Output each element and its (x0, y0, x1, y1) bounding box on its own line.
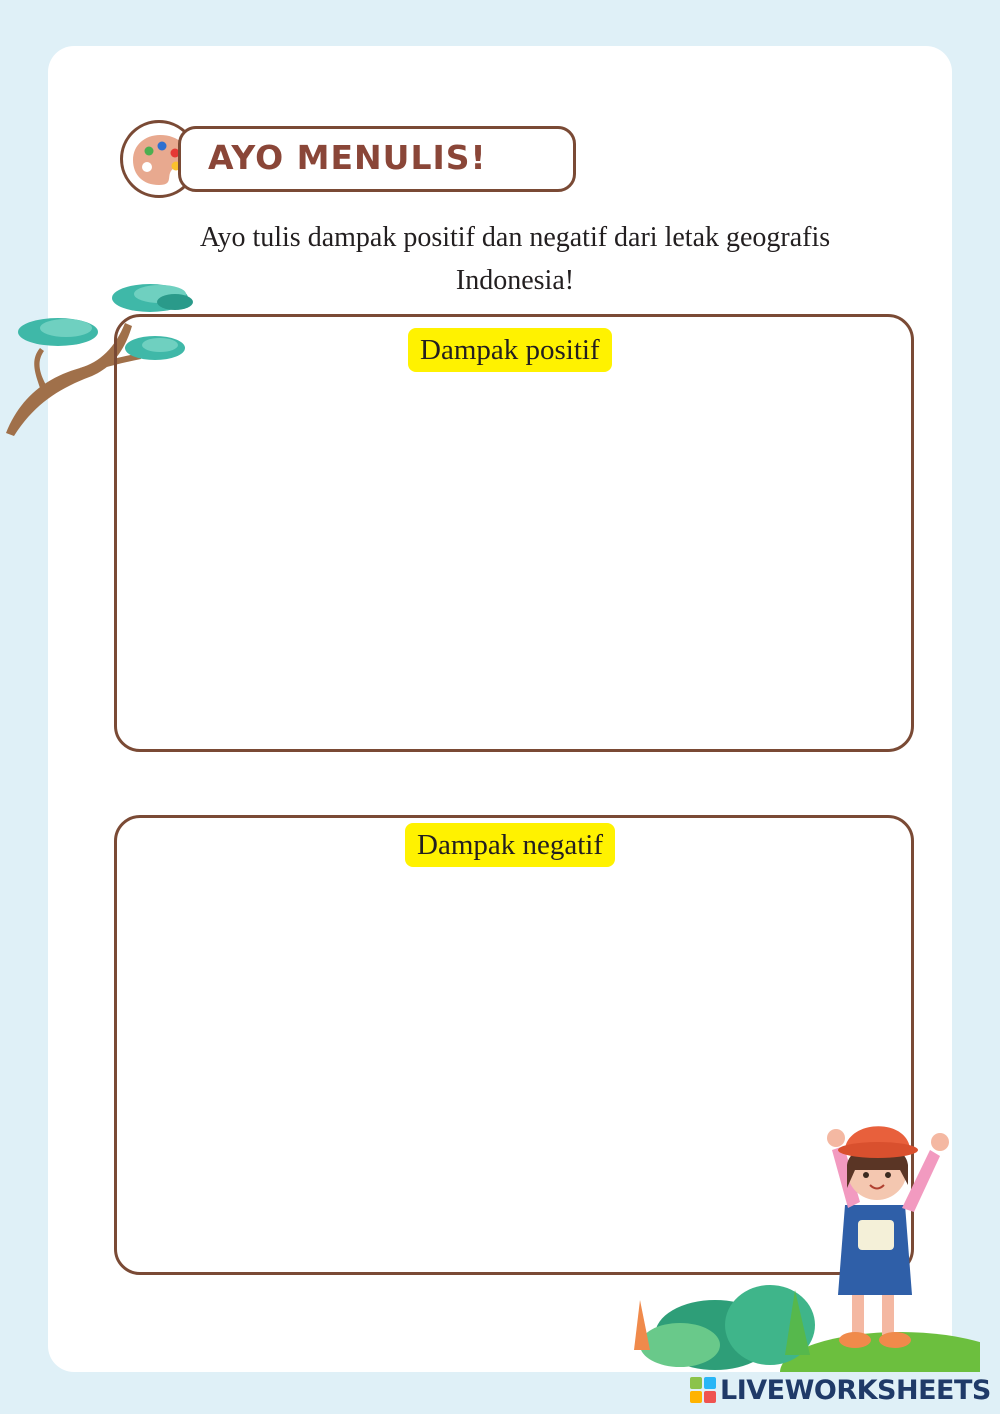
negative-impact-label: Dampak negatif (405, 823, 615, 867)
instruction-line-1: Ayo tulis dampak positif dan negatif dari letak geografis (199, 222, 831, 253)
liveworksheets-watermark (690, 1372, 991, 1408)
positive-impact-label: Dampak positif (408, 328, 612, 372)
instruction-line-2: Indonesia! (455, 265, 575, 296)
positive-impact-answer-box[interactable] (114, 314, 914, 752)
liveworksheets-logo-icon (690, 1377, 716, 1403)
instruction-text (140, 216, 890, 302)
girl-illustration (620, 1110, 980, 1377)
watermark-text: LIVEWORKSHEETS (720, 1374, 991, 1406)
page-title: AYO MENULIS! (208, 138, 487, 177)
